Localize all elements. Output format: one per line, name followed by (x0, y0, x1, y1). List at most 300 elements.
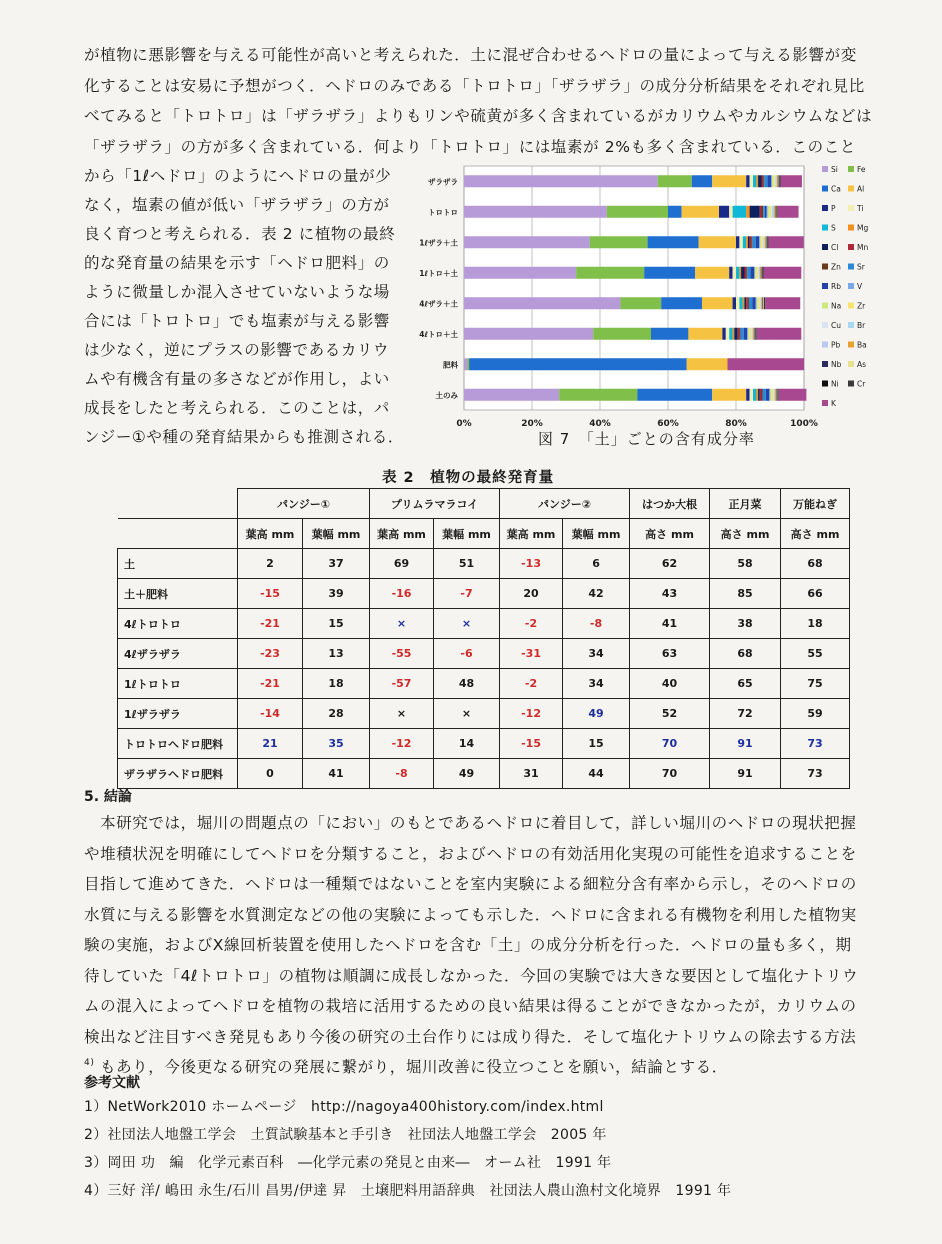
table-row (118, 669, 850, 699)
bar-segment-zr (771, 389, 773, 401)
table-row (118, 639, 850, 669)
text-line: 本研究では，堀川の問題点の「におい」のもとであるヘドロに着目して，詳しい堀川のヘドロの現状把握 (84, 814, 857, 832)
x-tick-label: 60% (657, 419, 679, 429)
table-cell: × (370, 699, 434, 729)
row-label: 1ℓザラザラ (118, 699, 238, 729)
bar-segment-br (772, 206, 773, 218)
bar-segment-ba (760, 267, 761, 279)
conclusion-paragraph (84, 808, 858, 1083)
bar-segment-v (771, 175, 772, 187)
table-cell: -2 (500, 669, 563, 699)
table-cell: 68 (710, 639, 781, 669)
bar-segment-cl (758, 389, 760, 401)
text-line: 合には「トロトロ」でも塩素が与える影響 (84, 312, 390, 330)
component-chart (414, 158, 869, 458)
bar-segment-cu (758, 267, 759, 279)
legend-swatch (848, 342, 854, 348)
bar-segment-br (760, 297, 761, 309)
bar-segment-al (712, 175, 746, 187)
legend-swatch (822, 322, 828, 328)
measure-header: 高さ mm (781, 519, 850, 549)
table-cell: 66 (781, 579, 850, 609)
bar-segment-ba (777, 175, 778, 187)
legend-label: K (831, 399, 836, 408)
legend-label: Sr (857, 262, 865, 272)
text-line: 験の実施，およびX線回析装置を使用したヘドロを含む「土」の成分分析を行った．ヘドロの量も多く，期 (84, 936, 852, 954)
legend-swatch (822, 244, 828, 250)
legend-swatch (822, 361, 828, 367)
table-cell: 18 (303, 669, 370, 699)
text-line: ンジー①や種の発育結果からも推測される． (84, 428, 405, 446)
bar-segment-fe (576, 267, 644, 279)
row-label: ザラザラヘドロ肥料 (118, 759, 238, 789)
text-line (84, 1052, 858, 1083)
bar-segment-nb (763, 297, 764, 309)
text-line: ムや有機含有量の多さなどが作用し，よい (84, 370, 390, 388)
table-cell: × (434, 609, 500, 639)
bar-segment-ni (762, 267, 763, 279)
bar-segment-ca (668, 206, 682, 218)
bar-segment-rb (768, 175, 771, 187)
plant-header: プリムラマラコイ (370, 489, 500, 519)
bar-segment-cl (741, 267, 744, 279)
legend-swatch (822, 342, 828, 348)
bar-segment-v (767, 206, 768, 218)
legend-swatch (822, 264, 828, 270)
bar-segment-cr (777, 206, 778, 218)
table-cell: -15 (500, 729, 563, 759)
table-cell: 14 (434, 729, 500, 759)
table-cell: -7 (434, 579, 500, 609)
bar-segment-p (729, 267, 732, 279)
plot-area (464, 166, 804, 410)
bar-segment-ni (776, 206, 777, 218)
row-label: 土 (118, 549, 238, 579)
table-cell: 34 (563, 669, 630, 699)
bar-segment-k (757, 328, 802, 340)
table-cell: 18 (781, 609, 850, 639)
legend-swatch (822, 283, 828, 289)
legend-swatch (848, 322, 854, 328)
measure-header: 高さ mm (630, 519, 710, 549)
bar-segment-s (729, 328, 732, 340)
table-cell: 13 (303, 639, 370, 669)
table-cell: 15 (303, 609, 370, 639)
bar-segment-ti (739, 236, 742, 248)
table-cell: 91 (710, 729, 781, 759)
text-line: 化することは安易に予想がつく．ヘドロのみである「トロトロ」「ザラザラ」の成分分析結果をそれぞれ見比 (84, 76, 865, 95)
bar-segment-p (733, 297, 736, 309)
text-line: 待していた「4ℓトロトロ」の植物は順調に成長しなかった．今回の実験では大きな要因として塩化ナトリウ (84, 966, 859, 985)
legend-swatch (848, 264, 854, 270)
bar-segment-si (464, 236, 590, 248)
bar-segment-rb (752, 297, 755, 309)
text-line: は少なく，逆にプラスの影響であるカリウ (84, 341, 390, 359)
table-cell: -57 (370, 669, 434, 699)
table-cell: 41 (630, 609, 710, 639)
bar-segment-zn (739, 328, 740, 340)
bar-segment-sr (752, 236, 755, 248)
legend-swatch (848, 205, 854, 211)
bar-segment-ca (661, 297, 702, 309)
table-cell: × (434, 699, 500, 729)
table-cell: -31 (500, 639, 563, 669)
bar-segment-na (760, 236, 761, 248)
bar-segment-pb (752, 328, 753, 340)
table-cell: 38 (710, 609, 781, 639)
bar-segment-v (759, 236, 760, 248)
table-cell: 31 (500, 759, 563, 789)
bar-segment-cu (775, 175, 776, 187)
bar-segment-ni (777, 389, 778, 401)
bar-segment-mn (746, 297, 748, 309)
side-paragraph (84, 162, 404, 452)
bar-segment-cu (771, 206, 772, 218)
table-cell: -21 (238, 669, 303, 699)
bar-segment-ti (750, 389, 753, 401)
table-cell: -8 (563, 609, 630, 639)
y-category-label: トロトロ (428, 207, 458, 217)
y-category-label: 土のみ (435, 390, 458, 400)
legend-label: Nb (831, 360, 842, 369)
bar-segment-cr (763, 267, 764, 279)
bar-segment-nb (778, 175, 779, 187)
text-line: 成長をしたと考えられる．このことは，パ (84, 399, 390, 417)
table-cell: 58 (710, 549, 781, 579)
bar-segment-zr (756, 267, 758, 279)
table-cell: 70 (630, 759, 710, 789)
bar-segment-k (779, 389, 807, 401)
bar-segment-fe (620, 297, 661, 309)
bar-segment-cl (734, 328, 737, 340)
table-cell: 72 (710, 699, 781, 729)
bar-segment-v (747, 328, 748, 340)
table-cell: 20 (500, 579, 563, 609)
bar-segment-sr (763, 389, 766, 401)
legend-swatch (848, 283, 854, 289)
bar-segment-ti (733, 267, 736, 279)
table-cell: × (370, 609, 434, 639)
table-row (118, 549, 850, 579)
row-label: 土＋肥料 (118, 579, 238, 609)
bar-segment-cr (768, 236, 769, 248)
text-line: 水質に与える影響を水質測定などの他の実験によっても示した．ヘドロに含まれる有機物を利用した植物実 (84, 905, 857, 924)
stacked-bar-chart-svg (414, 158, 869, 458)
bar-segment-ti (736, 297, 739, 309)
text-line: なく，塩素の値が低い「ザラザラ」の方が (84, 196, 390, 214)
x-tick-label: 40% (589, 419, 611, 429)
bar-segment-cl (750, 206, 760, 218)
bar-segment-mn (745, 267, 747, 279)
legend-label: Mn (857, 243, 869, 252)
table-header-row (118, 489, 850, 519)
legend-label: Br (857, 321, 866, 330)
y-category-label: 4ℓトロ＋土 (419, 329, 458, 339)
bar-segment-ti (726, 328, 729, 340)
section-heading: 5. 結論 (84, 789, 132, 805)
bar-segment-nb (776, 389, 777, 401)
measure-header: 高さ mm (710, 519, 781, 549)
table-cell: 75 (781, 669, 850, 699)
legend-swatch (848, 166, 854, 172)
legend-label: Si (831, 165, 838, 174)
table-cell: 51 (434, 549, 500, 579)
bar-segment-zr (761, 236, 763, 248)
text-line: 良く育つと考えられる．表 2 に植物の最終 (84, 225, 396, 243)
bar-segment-mn (762, 175, 764, 187)
bar-segment-na (755, 267, 756, 279)
bar-segment-as (755, 328, 756, 340)
table-cell: 42 (563, 579, 630, 609)
table-corner (118, 519, 238, 549)
bar-segment-cr (780, 175, 781, 187)
bar-segment-pb (759, 267, 760, 279)
bar-segment-rb (751, 267, 754, 279)
bar-segment-ba (774, 206, 775, 218)
legend-label: Ba (857, 340, 867, 350)
bar-segment-ca (651, 328, 688, 340)
legend-swatch (848, 361, 854, 367)
legend-label: Zr (857, 301, 866, 311)
bar-segment-zn (762, 389, 763, 401)
x-tick-label: 20% (521, 419, 543, 429)
reference-item: 4）三好 洋/ 嶋田 永生/石川 昌男/伊達 昇 土壌肥料用語辞典 社団法人農山漁村文化境界 1991 年 (84, 1183, 732, 1199)
bar-segment-as (763, 297, 764, 309)
table-cell: -21 (238, 609, 303, 639)
bar-segment-rb (744, 328, 747, 340)
table-cell: 68 (781, 549, 850, 579)
references-heading: 参考文献 (84, 1075, 140, 1091)
y-category-label: 1ℓザラ＋土 (419, 238, 458, 248)
measure-header: 葉幅 mm (434, 519, 500, 549)
plant-header: パンジー① (238, 489, 370, 519)
bar-segment-si (464, 175, 658, 187)
bar-segment-ni (764, 297, 765, 309)
text-line: 目指して進めてきた．ヘドロは一種類ではないことを室内実験による細粒分含有率から示し，そのヘドロの (84, 875, 857, 893)
table-cell: 0 (238, 759, 303, 789)
figure-caption: 図 7 「土」ごとの含有成分率 (538, 430, 755, 448)
table-subheader-row (118, 519, 850, 549)
legend-swatch (848, 303, 854, 309)
intro-paragraph (84, 40, 872, 162)
row-label: 1ℓトロトロ (118, 669, 238, 699)
bar-segment-br (775, 175, 776, 187)
text-line: ように微量しか混入させていないような場 (84, 283, 390, 301)
bar-segment-k (769, 236, 804, 248)
plant-header: 正月菜 (710, 489, 781, 519)
bar-segment-na (757, 297, 758, 309)
bar-segment-k (765, 297, 800, 309)
bar-segment-ba (762, 297, 763, 309)
bar-segment-ti (750, 175, 753, 187)
reference-item: 3）岡田 功 編 化学元素百科 ―化学元素の発見と由来― オーム社 1991 年 (84, 1155, 612, 1171)
row-label: 4ℓザラザラ (118, 639, 238, 669)
legend-label: Ti (857, 204, 864, 213)
bar-segment-pb (774, 389, 775, 401)
table-cell: -13 (500, 549, 563, 579)
bar-segment-sr (764, 175, 767, 187)
table-cell: 21 (238, 729, 303, 759)
bar-segment-v (754, 267, 755, 279)
bar-segment-as (762, 267, 763, 279)
bar-segment-ba (775, 389, 776, 401)
text-line: 「ザラザラ」の方が多く含まれている．何より「トロトロ」には塩素が 2%も多く含まれている．このこと (84, 137, 856, 156)
bar-segment-ba (765, 236, 766, 248)
bar-segment-zr (769, 206, 771, 218)
table-cell: 73 (781, 729, 850, 759)
bar-segment-mg (743, 297, 745, 309)
table-cell: 65 (710, 669, 781, 699)
bar-segment-mg (746, 206, 749, 218)
plant-header: 万能ねぎ (781, 489, 850, 519)
bar-segment-as (777, 389, 778, 401)
bar-segment-fe (593, 328, 651, 340)
bar-segment-ca (644, 267, 695, 279)
bar-segment-mn (760, 206, 762, 218)
y-category-label: 4ℓザラ＋土 (419, 299, 458, 309)
legend-swatch (822, 303, 828, 309)
text-line: べてみると「トロトロ」は「ザラザラ」よりもリンや硫黄が多く含まれているがカリウムやカルシウムなどは (84, 107, 873, 125)
bar-segment-s (736, 267, 739, 279)
text-line: 的な発育量の結果を示す「ヘドロ肥料」の (84, 254, 390, 272)
x-tick-label: 100% (790, 419, 818, 429)
table-title: 表 2 植物の最終発育量 (382, 470, 555, 486)
table-cell: 48 (434, 669, 500, 699)
growth-table (117, 488, 850, 789)
bar-segment-si (464, 358, 467, 370)
bar-segment-al (695, 267, 729, 279)
bar-segment-cl (748, 236, 750, 248)
bar-segment-rb (765, 206, 767, 218)
bar-segment-al (687, 358, 728, 370)
bar-segment-p (736, 236, 739, 248)
legend-swatch (822, 166, 828, 172)
x-tick-label: 0% (456, 419, 472, 429)
table-cell: 28 (303, 699, 370, 729)
bar-segment-mg (746, 236, 748, 248)
bar-segment-zn (763, 175, 764, 187)
bar-segment-zn (762, 206, 764, 218)
bar-segment-s (733, 206, 747, 218)
plant-header: パンジー② (500, 489, 630, 519)
table-cell: 73 (781, 759, 850, 789)
bar-segment-sr (749, 297, 752, 309)
table-cell: 41 (303, 759, 370, 789)
bar-segment-fe (467, 358, 469, 370)
measure-header: 葉高 mm (500, 519, 563, 549)
legend-label: Na (831, 301, 842, 311)
table-row (118, 759, 850, 789)
bar-segment-al (699, 236, 736, 248)
table-cell: -8 (370, 759, 434, 789)
bar-segment-cr (756, 328, 757, 340)
bar-segment-mg (756, 175, 758, 187)
legend-swatch (822, 400, 828, 406)
table-row (118, 729, 850, 759)
table-cell: 6 (563, 549, 630, 579)
bar-segment-al (682, 206, 719, 218)
legend-label: Ni (831, 379, 839, 389)
bar-segment-sr (763, 206, 765, 218)
bar-segment-p (722, 328, 725, 340)
table-cell: -15 (238, 579, 303, 609)
bar-segment-br (758, 267, 759, 279)
x-tick-label: 80% (725, 419, 747, 429)
bar-segment-cu (773, 389, 774, 401)
bar-segment-nb (775, 206, 776, 218)
row-label: トロトロヘドロ肥料 (118, 729, 238, 759)
bar-segment-cl (745, 297, 747, 309)
table-row (118, 579, 850, 609)
legend-swatch (822, 205, 828, 211)
bar-segment-si (464, 389, 559, 401)
bar-segment-cr (765, 297, 766, 309)
table-cell: 85 (710, 579, 781, 609)
bar-segment-zr (773, 175, 775, 187)
bar-segment-br (774, 389, 775, 401)
table-cell: 59 (781, 699, 850, 729)
text-line: が植物に悪影響を与える可能性が高いと考えられた．土に混ぜ合わせるヘドロの量によって与える影響が変 (84, 46, 857, 64)
bar-segment-mg (739, 267, 741, 279)
bar-segment-al (712, 389, 746, 401)
table-corner (118, 489, 238, 519)
bar-segment-zr (749, 328, 751, 340)
bar-segment-na (748, 328, 749, 340)
legend-label: Rb (831, 282, 841, 291)
text-fragment: もあり，今後更なる研究の発展に繋がり，堀川改善に役立つことを願い，結論とする． (99, 1058, 728, 1076)
bar-segment-s (753, 389, 756, 401)
bar-segment-si (464, 328, 593, 340)
bar-segment-cu (751, 328, 752, 340)
bar-segment-zn (746, 267, 747, 279)
legend-label: Fe (857, 165, 866, 174)
bar-segment-ba (753, 328, 754, 340)
table-cell: -23 (238, 639, 303, 669)
y-category-label: 1ℓトロ＋土 (419, 268, 458, 278)
table-cell: 35 (303, 729, 370, 759)
legend-label: As (857, 360, 867, 369)
bar-segment-fe (658, 175, 692, 187)
bar-segment-zr (758, 297, 760, 309)
legend-label: Al (857, 184, 865, 194)
bar-segment-as (776, 206, 777, 218)
y-category-label: 肥料 (443, 360, 458, 370)
bar-segment-k (778, 206, 799, 218)
table-cell: 55 (781, 639, 850, 669)
citation-marker: 4) (84, 1058, 95, 1068)
bar-segment-al (702, 297, 733, 309)
bar-segment-br (764, 236, 765, 248)
bar-segment-rb (766, 389, 769, 401)
row-label: 4ℓトロトロ (118, 609, 238, 639)
table-cell: -16 (370, 579, 434, 609)
legend-swatch (848, 244, 854, 250)
legend-swatch (822, 225, 828, 231)
bar-segment-s (739, 297, 742, 309)
bar-segment-pb (776, 175, 777, 187)
table-cell: 52 (630, 699, 710, 729)
plant-header: はつか大根 (630, 489, 710, 519)
bar-segment-nb (766, 236, 767, 248)
reference-item: 1）NetWork2010 ホームページ http://nagoya400history.com/index.html (84, 1099, 604, 1115)
table-cell: -12 (500, 699, 563, 729)
bar-segment-na (772, 175, 773, 187)
bar-segment-v (769, 389, 770, 401)
table-cell: -6 (434, 639, 500, 669)
bar-segment-nb (754, 328, 755, 340)
bar-segment-ca (469, 358, 687, 370)
measure-header: 葉高 mm (238, 519, 303, 549)
